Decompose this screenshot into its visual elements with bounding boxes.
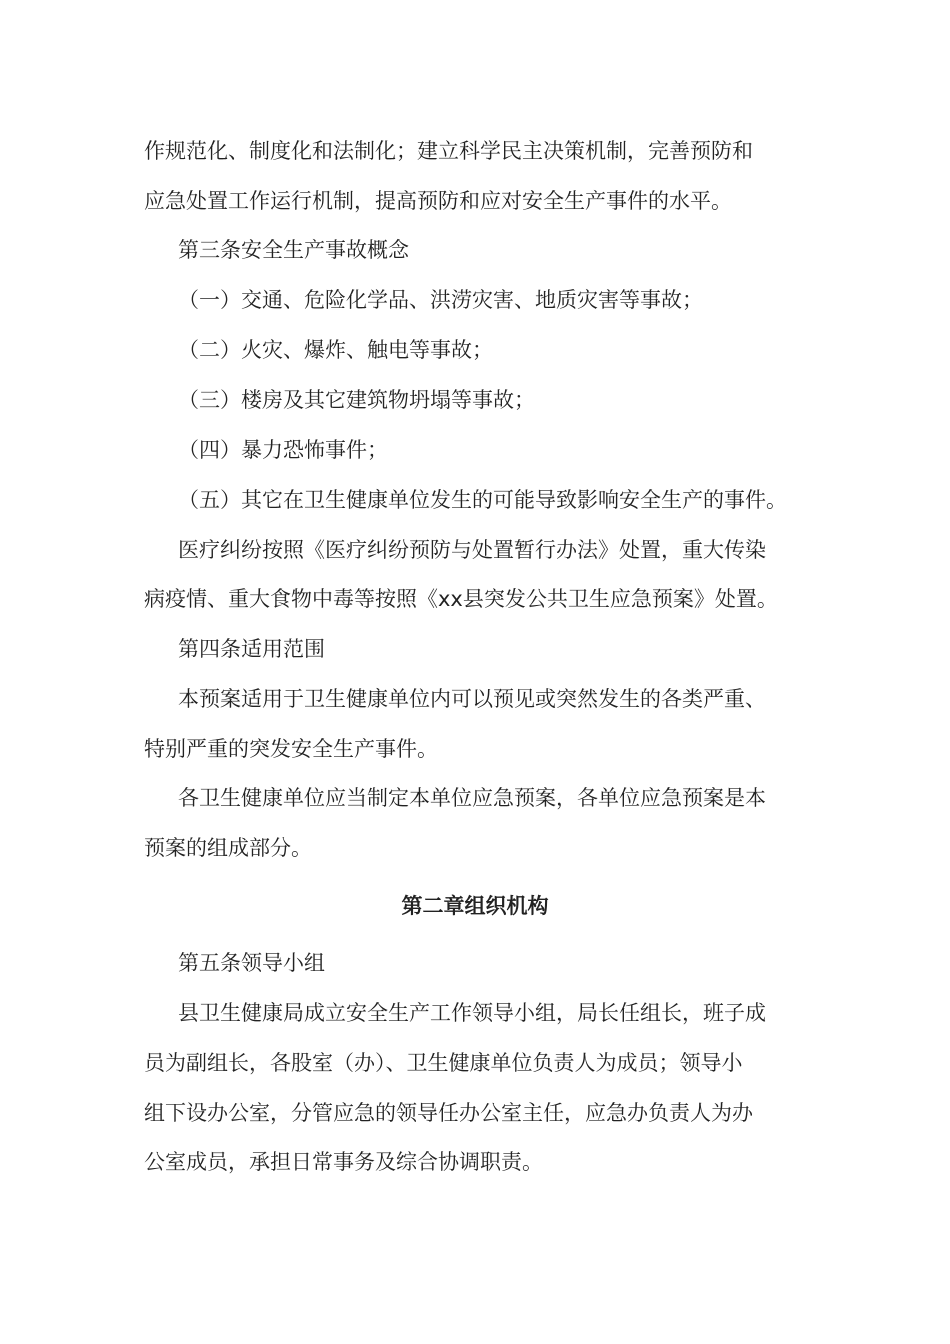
list-item: （一）交通、危险化学品、洪涝灾害、地质灾害等事故； bbox=[178, 288, 703, 312]
list-item: （四）暴力恐怖事件； bbox=[178, 438, 388, 462]
list-item: （三）楼房及其它建筑物坍塌等事故； bbox=[178, 388, 535, 412]
article-heading: 第四条适用范围 bbox=[178, 637, 325, 661]
paragraph-line: 应急处置工作运行机制，提高预防和应对安全生产事件的水平。 bbox=[144, 189, 732, 213]
paragraph-line: 本预案适用于卫生健康单位内可以预见或突然发生的各类严重、 bbox=[178, 687, 766, 711]
article-heading: 第三条安全生产事故概念 bbox=[178, 238, 409, 262]
list-item: （二）火灾、爆炸、触电等事故； bbox=[178, 338, 493, 362]
paragraph-line: 特别严重的突发安全生产事件。 bbox=[144, 737, 438, 761]
paragraph-line: 预案的组成部分。 bbox=[144, 836, 312, 860]
paragraph-line: 公室成员，承担日常事务及综合协调职责。 bbox=[144, 1150, 543, 1174]
paragraph-line: 员为副组长，各股室（办）、卫生健康单位负责人为成员；领导小 bbox=[144, 1051, 743, 1075]
paragraph-line: 组下设办公室，分管应急的领导任办公室主任，应急办负责人为办 bbox=[144, 1101, 753, 1125]
paragraph-line: 作规范化、制度化和法制化；建立科学民主决策机制，完善预防和 bbox=[144, 139, 753, 163]
chapter-heading: 第二章组织机构 bbox=[401, 894, 549, 918]
paragraph-line: 医疗纠纷按照《医疗纠纷预防与处置暂行办法》处置，重大传染 bbox=[178, 538, 766, 562]
paragraph-line: 县卫生健康局成立安全生产工作领导小组，局长任组长，班子成 bbox=[178, 1001, 766, 1025]
article-heading: 第五条领导小组 bbox=[178, 951, 325, 975]
list-item: （五）其它在卫生健康单位发生的可能导致影响安全生产的事件。 bbox=[178, 488, 787, 512]
paragraph-line: 各卫生健康单位应当制定本单位应急预案，各单位应急预案是本 bbox=[178, 786, 766, 810]
paragraph-line: 病疫情、重大食物中毒等按照《xx县突发公共卫生应急预案》处置。 bbox=[144, 587, 778, 611]
